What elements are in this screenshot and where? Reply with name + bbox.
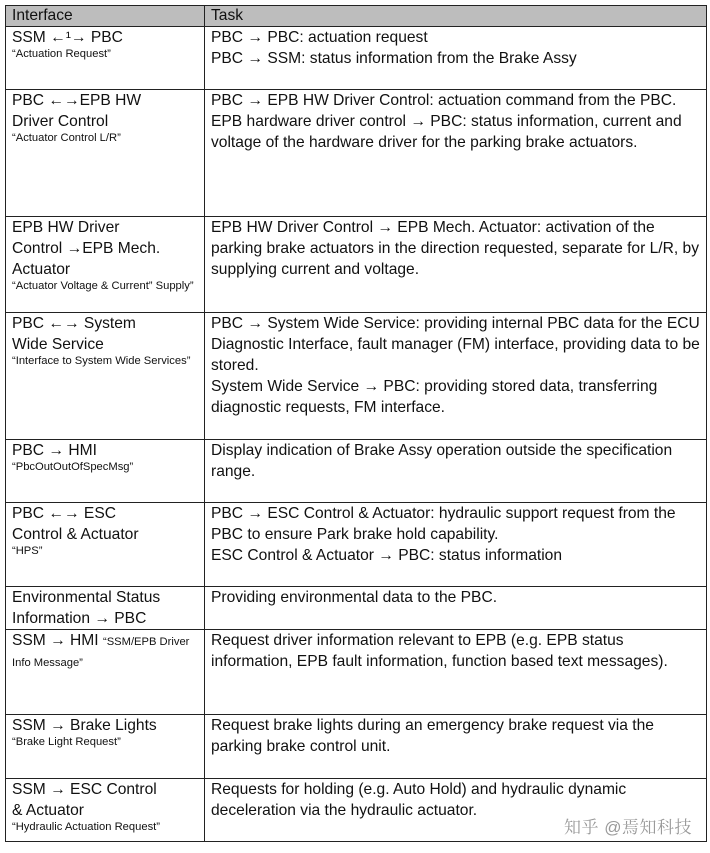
interface-cell (6, 440, 205, 503)
interface-signal: “Interface to System Wide Services” (12, 355, 191, 367)
interface-signal: “Actuation Request” (12, 48, 111, 60)
watermark: 知乎 @焉知科技 (564, 818, 692, 837)
table-row (6, 440, 707, 503)
interface-name: Wide Service (12, 336, 104, 353)
task-text: PBC → SSM: status information from the Brake Assy (211, 50, 577, 67)
task-text: PBC → ESC Control & Actuator: hydraulic support request from the PBC to ensure Park brake hold capability. (211, 505, 676, 543)
task-text: PBC → EPB HW Driver Control: actuation command from the PBC. (211, 92, 677, 109)
task-text: Request brake lights during an emergency brake request via the parking brake control unit. (211, 717, 654, 755)
table-row (6, 313, 707, 440)
header-interface: Interface (6, 6, 205, 27)
interface-cell (6, 27, 205, 90)
task-cell (205, 440, 707, 503)
table-row (6, 27, 707, 90)
table-row (6, 503, 707, 587)
interface-cell (6, 90, 205, 217)
interface-signal: “Actuator Control L/R” (12, 132, 121, 144)
task-text: PBC → PBC: actuation request (211, 29, 428, 46)
interface-name: PBC ←→ System (12, 315, 136, 332)
interface-signal: “Brake Light Request” (12, 736, 121, 748)
task-text: EPB hardware driver control → PBC: status information, current and voltage of the hardware driver for the parking brake actuators. (211, 113, 682, 151)
interface-name: SSM → Brake Lights (12, 717, 157, 734)
task-cell (205, 27, 707, 90)
interface-task-table (5, 5, 707, 842)
header-task: Task (205, 6, 707, 27)
task-cell (205, 587, 707, 630)
task-text: Providing environmental data to the PBC. (211, 589, 498, 606)
interface-name: PBC ←→EPB HW (12, 92, 142, 109)
interface-name: Control & Actuator (12, 526, 139, 543)
interface-cell (6, 715, 205, 779)
task-cell (205, 503, 707, 587)
task-text: PBC → System Wide Service: providing internal PBC data for the ECU Diagnostic Interface, fault manager (FM) interface, providing data to be stored. (211, 315, 700, 374)
interface-name: SSM → HMI (12, 632, 99, 649)
table-row (6, 90, 707, 217)
interface-cell (6, 587, 205, 630)
header-row (6, 6, 707, 27)
interface-name: & Actuator (12, 802, 84, 819)
interface-cell (6, 503, 205, 587)
interface-signal: “HPS” (12, 545, 43, 557)
interface-name: EPB HW Driver (12, 219, 120, 236)
task-text: Request driver information relevant to EPB (e.g. EPB status information, EPB fault information, function based text messages). (211, 632, 668, 670)
interface-name: SSM → ESC Control (12, 781, 157, 798)
interface-signal: “PbcOutOutOfSpecMsg” (12, 461, 134, 473)
interface-name: Driver Control (12, 113, 109, 130)
interface-signal: “Hydraulic Actuation Request” (12, 821, 160, 833)
interface-name: PBC → HMI (12, 442, 97, 459)
task-cell (205, 630, 707, 715)
interface-cell (6, 313, 205, 440)
interface-signal: “Actuator Voltage & Current” Supply” (12, 280, 194, 292)
interface-name: Environmental Status (12, 589, 161, 606)
interface-cell (6, 217, 205, 313)
task-cell (205, 313, 707, 440)
table-row (6, 715, 707, 779)
interface-name: Information → PBC (12, 610, 147, 627)
interface-name: Control →EPB Mech. (12, 240, 161, 257)
task-text: Display indication of Brake Assy operation outside the specification range. (211, 442, 673, 480)
interface-name: Actuator (12, 261, 71, 278)
task-text: Requests for holding (e.g. Auto Hold) and hydraulic dynamic deceleration via the hydraulic actuator. (211, 781, 627, 819)
task-cell (205, 217, 707, 313)
interface-signal: “SSM/EPB Driver Info Message” (12, 636, 190, 669)
interface-cell (6, 630, 205, 715)
table-row (6, 217, 707, 313)
task-text: EPB HW Driver Control → EPB Mech. Actuator: activation of the parking brake actuators in the direction requested, separate for L/R, by supplying current and voltage. (211, 219, 700, 278)
table-row (6, 587, 707, 630)
table-row (6, 630, 707, 715)
task-cell (205, 715, 707, 779)
task-text: System Wide Service → PBC: providing stored data, transferring diagnostic requests, FM interface. (211, 378, 658, 416)
interface-name: PBC ←→ ESC (12, 505, 116, 522)
interface-cell (6, 779, 205, 842)
interface-name: SSM ←¹→ PBC (12, 29, 123, 46)
task-text: ESC Control & Actuator → PBC: status information (211, 547, 563, 564)
task-cell (205, 90, 707, 217)
